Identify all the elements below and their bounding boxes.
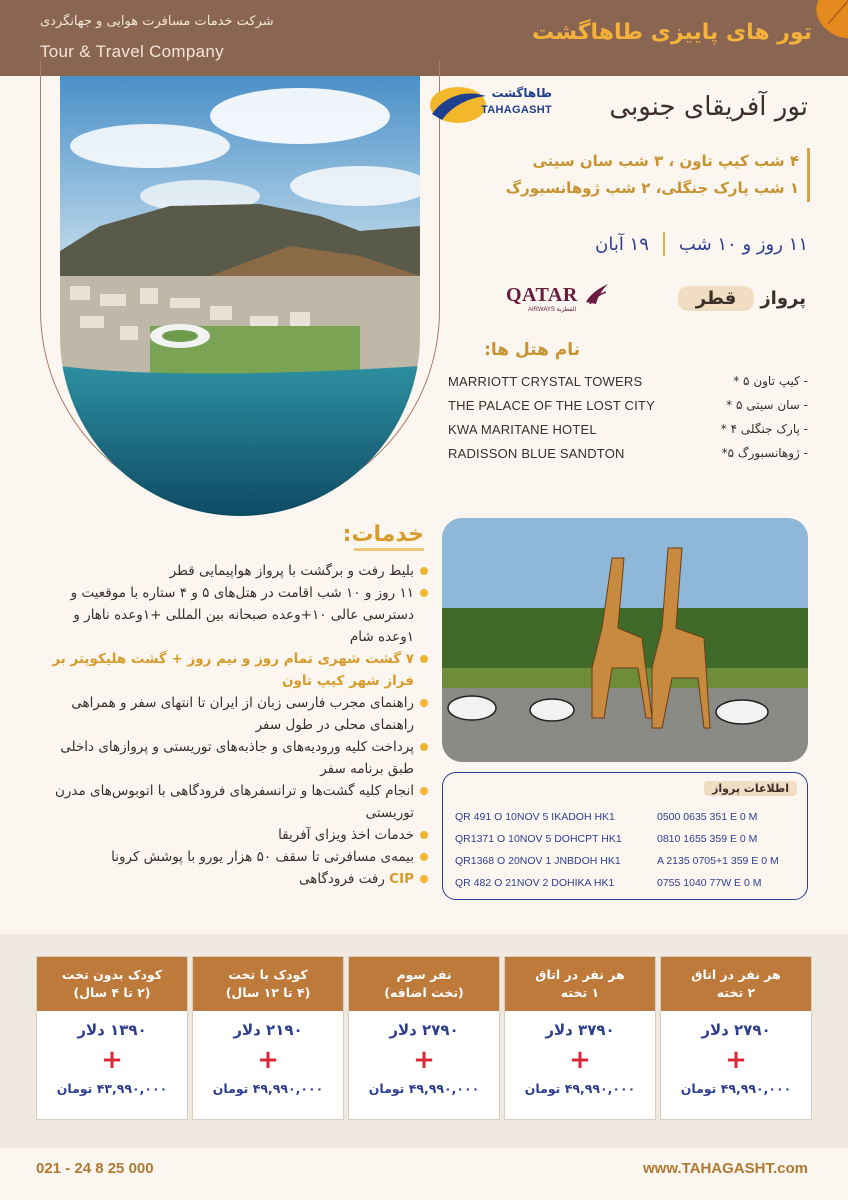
- price-title: کودک با تخت: [228, 967, 308, 982]
- services-heading: خدمات:: [342, 522, 424, 547]
- hotel-city: - ژوهانسبورگ ۵*: [721, 446, 808, 460]
- hotel-name: RADISSON BLUE SANDTON: [448, 446, 625, 461]
- price-subtitle: (۲ تا ۴ سال): [73, 985, 151, 1000]
- flight-segment: QR1368 O 20NOV 1 JNBDOH HK1: [455, 855, 621, 867]
- price-title: هر نفر در اتاق: [691, 967, 781, 982]
- price-header: [193, 957, 343, 1011]
- service-item: بیمه‌ی مسافرتی تا سقف ۵۰ هزار یورو با پوشش کرونا: [36, 846, 428, 868]
- cip-label: CIP: [389, 871, 414, 887]
- qatar-logo-text: QATAR: [506, 284, 578, 306]
- website-link[interactable]: www.TAHAGASHT.com: [642, 1160, 808, 1177]
- company-name-en: Tour & Travel Company: [40, 42, 224, 61]
- itinerary-line: ۴ شب کیپ تاون ، ۳ شب سان سیتی: [532, 152, 799, 170]
- hotel-row: [448, 420, 808, 444]
- airline-row: [678, 286, 806, 311]
- price-toman: ۴۳,۹۹۰,۰۰۰ تومان: [56, 1081, 168, 1096]
- price-usd: ۲۱۹۰ دلار: [233, 1021, 303, 1039]
- price-usd: ۲۷۹۰ دلار: [389, 1021, 459, 1039]
- itinerary-line: ۱ شب پارک جنگلی، ۲ شب ژوهانسبورگ: [505, 179, 799, 197]
- flight-row: [455, 811, 795, 829]
- hotel-city: - سان سیتی ۵ *: [726, 398, 808, 412]
- service-item: ۱۱ روز و ۱۰ شب اقامت در هتل‌های ۵ و ۴ ستاره با موقعیت و دسترسی عالی ۱۰+وعده صبحانه بین المللی +۱وعده ناهار و ۱وعده شام: [36, 582, 428, 648]
- service-item: [36, 868, 428, 890]
- price-usd: ۱۳۹۰ دلار: [77, 1021, 147, 1039]
- price-header: [37, 957, 187, 1011]
- logo-text-en: TAHAGASHT: [481, 104, 552, 116]
- flight-segment: QR 482 O 21NOV 2 DOHIKA HK1: [455, 877, 615, 889]
- flight-row: [455, 877, 795, 895]
- hotel-city: - پارک جنگلی ۴ *: [720, 422, 808, 436]
- flight-segment: QR1371 O 10NOV 5 DOHCPT HK1: [455, 833, 622, 845]
- price-header: [661, 957, 811, 1011]
- departure-date: ۱۹ آبان: [595, 233, 649, 255]
- hotel-city: - کیپ تاون ۵ *: [733, 374, 808, 388]
- hotel-list: [448, 372, 808, 468]
- flight-segment: QR 491 O 10NOV 5 IKADOH HK1: [455, 811, 615, 823]
- flight-row: [455, 855, 795, 873]
- divider: [663, 232, 665, 256]
- services-list: [36, 560, 428, 890]
- plus-icon: +: [101, 1045, 123, 1075]
- qatar-airways-logo: [502, 280, 612, 316]
- price-toman: ۴۹,۹۹۰,۰۰۰ تومان: [368, 1081, 480, 1096]
- price-column: [504, 956, 656, 1120]
- price-column: [348, 956, 500, 1120]
- airline-name: قطر: [678, 286, 755, 311]
- price-table: [36, 956, 812, 1120]
- service-text: رفت فرودگاهی: [299, 871, 385, 887]
- plus-icon: +: [569, 1045, 591, 1075]
- price-usd: ۳۷۹۰ دلار: [545, 1021, 615, 1039]
- price-toman: ۴۹,۹۹۰,۰۰۰ تومان: [212, 1081, 324, 1096]
- logo-text-fa: طاهاگشت: [491, 86, 552, 100]
- price-column: [192, 956, 344, 1120]
- hotel-name: KWA MARITANE HOTEL: [448, 422, 597, 437]
- oryx-icon: [584, 282, 610, 308]
- flight-row: [455, 833, 795, 851]
- autumn-leaf-icon: [798, 0, 848, 50]
- service-item: بلیط رفت و برگشت با پرواز هواپیمایی قطر: [36, 560, 428, 582]
- price-toman: ۴۹,۹۹۰,۰۰۰ تومان: [680, 1081, 792, 1096]
- hotel-row: [448, 372, 808, 396]
- service-item: ۷ گشت شهری تمام روز و نیم روز + گشت هلیکوپتر بر فراز شهر کیپ تاون: [36, 648, 428, 692]
- price-column: [36, 956, 188, 1120]
- hotel-row: [448, 396, 808, 420]
- duration-row: [595, 232, 808, 256]
- flight-info-box: [442, 772, 808, 900]
- hotel-name: THE PALACE OF THE LOST CITY: [448, 398, 655, 413]
- price-subtitle: ۱ تخته: [560, 985, 600, 1000]
- service-item: راهنمای مجرب فارسی زبان از ایران تا انتهای سفر و همراهی راهنمای محلی در طول سفر: [36, 692, 428, 736]
- service-item: انجام کلیه گشت‌ها و ترانسفرهای فرودگاهی با اتوبوس‌های مدرن توریستی: [36, 780, 428, 824]
- tahagasht-swoosh-icon: [428, 84, 488, 126]
- autumn-tours-title: تور های پاییزی طاهاگشت: [532, 20, 812, 45]
- price-toman: ۴۹,۹۹۰,۰۰۰ تومان: [524, 1081, 636, 1096]
- flight-times: 0810 1655 359 E 0 M: [657, 833, 758, 845]
- flight-times: 0755 1040 77W E 0 M: [657, 877, 762, 889]
- qatar-logo-subtext: AIRWAYS القطرية: [528, 307, 577, 313]
- price-usd: ۲۷۹۰ دلار: [701, 1021, 771, 1039]
- tour-title: تور آفریقای جنوبی: [609, 92, 808, 122]
- flight-times: A 2135 0705+1 359 E 0 M: [657, 855, 779, 867]
- company-name-fa: شرکت خدمات مسافرت هوایی و جهانگردی: [40, 14, 274, 29]
- price-title: هر نفر در اتاق: [535, 967, 625, 982]
- plus-icon: +: [413, 1045, 435, 1075]
- price-subtitle: (تخت اضافه): [384, 985, 464, 1000]
- itinerary: [480, 148, 810, 202]
- flight-label: پرواز: [760, 288, 806, 309]
- hotels-heading: نام هتل ها:: [484, 340, 580, 360]
- hotel-name: MARRIOTT CRYSTAL TOWERS: [448, 374, 643, 389]
- price-header: [349, 957, 499, 1011]
- plus-icon: +: [257, 1045, 279, 1075]
- flight-info-title: اطلاعات پرواز: [704, 781, 797, 796]
- service-item: پرداخت کلیه ورودیه‌های و جاذبه‌های توریستی و پروازهای داخلی طبق برنامه سفر: [36, 736, 428, 780]
- plus-icon: +: [725, 1045, 747, 1075]
- price-header: [505, 957, 655, 1011]
- service-item: خدمات اخذ ویزای آفریقا: [36, 824, 428, 846]
- price-title: کودک بدون تخت: [61, 967, 163, 982]
- tahagasht-logo: [428, 84, 554, 126]
- giraffes-photo: [442, 518, 808, 762]
- hotel-row: [448, 444, 808, 468]
- cape-town-photo: [60, 76, 420, 516]
- price-column: [660, 956, 812, 1120]
- phone-number[interactable]: 021 - 24 8 25 000: [36, 1160, 154, 1177]
- price-subtitle: (۴ تا ۱۲ سال): [225, 985, 311, 1000]
- tour-duration: ۱۱ روز و ۱۰ شب: [678, 233, 808, 255]
- price-title: نفر سوم: [396, 967, 452, 982]
- price-subtitle: ۲ تخته: [716, 985, 756, 1000]
- flight-times: 0500 0635 351 E 0 M: [657, 811, 758, 823]
